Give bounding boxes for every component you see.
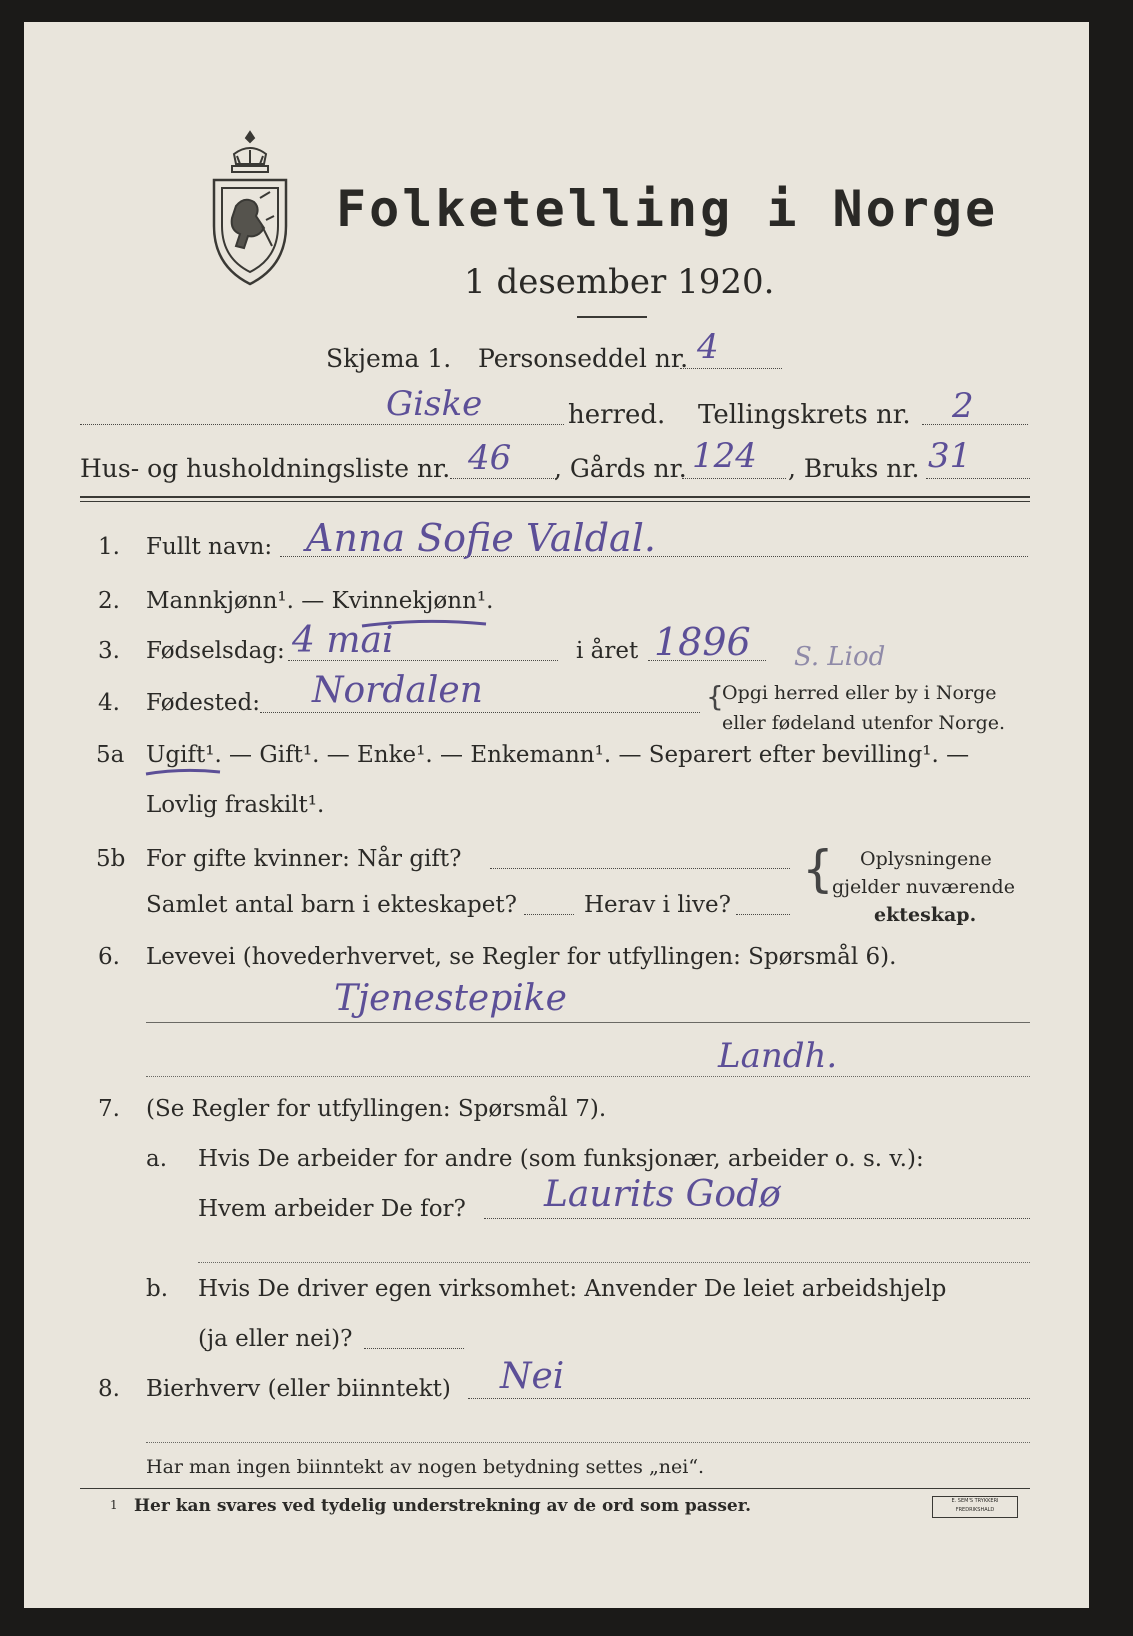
q3-birthday-value: 4 mai [292, 620, 394, 661]
bruks-value: 31 [928, 436, 972, 476]
q3-label: Fødselsdag: [146, 638, 285, 664]
personseddel-field-line [680, 368, 782, 369]
herred-value: Giske [386, 384, 483, 424]
q7b-field-line [364, 1348, 464, 1349]
q7a-question-line1: Hvis De arbeider for andre (som funksjonær, arbeider o. s. v.): [198, 1146, 924, 1172]
bruks-label: , Bruks nr. [788, 454, 920, 483]
tellingskrets-value: 2 [952, 386, 974, 426]
q7b-question-line1: Hvis De driver egen virksomhet: Anvender De leiet arbeidshjelp [198, 1276, 947, 1302]
q5b-alive-field-line [736, 914, 790, 915]
q5b-note-brace: { [802, 840, 834, 898]
q7a-letter: a. [146, 1146, 168, 1172]
q7b-question-line2: (ja eller nei)? [198, 1326, 353, 1352]
skjema-label: Skjema 1. [326, 344, 452, 373]
gards-value: 124 [692, 436, 757, 476]
husholdningsliste-field-line [450, 478, 556, 479]
q5a-marital-options-line2: Lovlig fraskilt¹. [146, 792, 325, 818]
q1-label: Fullt navn: [146, 534, 273, 560]
header-rule-thin [80, 501, 1030, 502]
q8-label: Bierhverv (eller biinntekt) [146, 1376, 451, 1402]
q4-note-line1: Opgi herred eller by i Norge [722, 682, 997, 704]
q5b-children-field-line [524, 914, 574, 915]
husholdningsliste-label: Hus- og husholdningsliste nr. [80, 454, 451, 483]
q3-number: 3. [98, 638, 120, 664]
bruks-field-line [926, 478, 1030, 479]
q5b-number: 5b [96, 846, 126, 872]
q4-birthplace-value: Nordalen [312, 670, 483, 711]
q5b-alive-label: Herav i live? [584, 892, 731, 918]
q6-label: Levevei (hovederhvervet, se Regler for utfyllingen: Spørsmål 6). [146, 944, 897, 970]
q4-note-line2: eller fødeland utenfor Norge. [722, 712, 1006, 734]
footer-note: Har man ingen biinntekt av nogen betydning settes „nei“. [146, 1456, 705, 1478]
q1-full-name-value: Anna Sofie Valdal. [306, 516, 656, 560]
tellingskrets-field-line [922, 424, 1028, 425]
q6-field-line-2 [146, 1076, 1030, 1077]
q5b-note-line3: ekteskap. [874, 904, 977, 926]
header-rule [80, 496, 1030, 498]
tellingskrets-label: Tellingskrets nr. [698, 400, 911, 430]
q4-label: Fødested: [146, 690, 261, 716]
q4-note-brace: { [706, 680, 724, 713]
personseddel-label: Personseddel nr. [478, 344, 689, 373]
footnote-mark: 1 [110, 1498, 118, 1512]
q7-label: (Se Regler for utfyllingen: Spørsmål 7). [146, 1096, 607, 1122]
footnote-text: Her kan svares ved tydelig understrekning av de ord som passer. [134, 1496, 752, 1516]
personseddel-value: 4 [697, 327, 719, 367]
q5b-note-line2: gjelder nuværende [832, 876, 1015, 898]
q4-number: 4. [98, 690, 120, 716]
q6-field-line [146, 1022, 1030, 1023]
gards-field-line [682, 478, 786, 479]
q5b-note-line1: Oplysningene [860, 848, 992, 870]
q3-annotation: S. Liod [794, 642, 886, 672]
q5b-when-married-field-line [490, 868, 790, 869]
q8-side-income-value: Nei [500, 1356, 565, 1397]
q4-field-line [260, 712, 700, 713]
q7b-letter: b. [146, 1276, 169, 1302]
q6-annotation: Landh. [718, 1036, 838, 1076]
q3-year-value: 1896 [654, 620, 751, 664]
q5a-number: 5a [96, 742, 125, 768]
herred-field-line [80, 424, 564, 425]
q6-number: 6. [98, 944, 120, 970]
q5a-marital-options: Ugift¹. — Gift¹. — Enke¹. — Enkemann¹. — Separert efter bevilling¹. — [146, 742, 970, 768]
q8-number: 8. [98, 1376, 120, 1402]
q3-year-label: i året [576, 638, 639, 664]
q2-sex-options: Mannkjønn¹. — Kvinnekjønn¹. [146, 588, 494, 614]
norwegian-coat-of-arms-icon [204, 128, 296, 288]
herred-label: herred. [568, 400, 666, 430]
title-divider [577, 316, 647, 318]
q7a-field-line-2 [198, 1262, 1030, 1263]
q8-field-line-2 [146, 1442, 1030, 1443]
ugift-underline-mark [144, 766, 224, 780]
census-date: 1 desember 1920. [464, 262, 775, 302]
q8-field-line [468, 1398, 1030, 1399]
q6-occupation-value: Tjenestepike [334, 978, 567, 1019]
q5b-children-label: Samlet antal barn i ekteskapet? [146, 892, 517, 918]
q7-number: 7. [98, 1096, 120, 1122]
husholdningsliste-value: 46 [468, 438, 512, 478]
q5b-when-married-label: For gifte kvinner: Når gift? [146, 846, 462, 872]
q7a-employer-value: Laurits Godø [544, 1174, 781, 1215]
gards-label: , Gårds nr. [554, 454, 687, 483]
q2-number: 2. [98, 588, 120, 614]
q1-number: 1. [98, 534, 120, 560]
footer-rule [80, 1488, 1030, 1489]
printer-stamp: E. SEM'S TRYKKERI FREDRIKSHALD [932, 1496, 1018, 1518]
q7a-field-line [484, 1218, 1030, 1219]
form-title: Folketelling i Norge [336, 180, 999, 238]
q7a-question-line2: Hvem arbeider De for? [198, 1196, 466, 1222]
census-form-sheet [24, 22, 1089, 1608]
